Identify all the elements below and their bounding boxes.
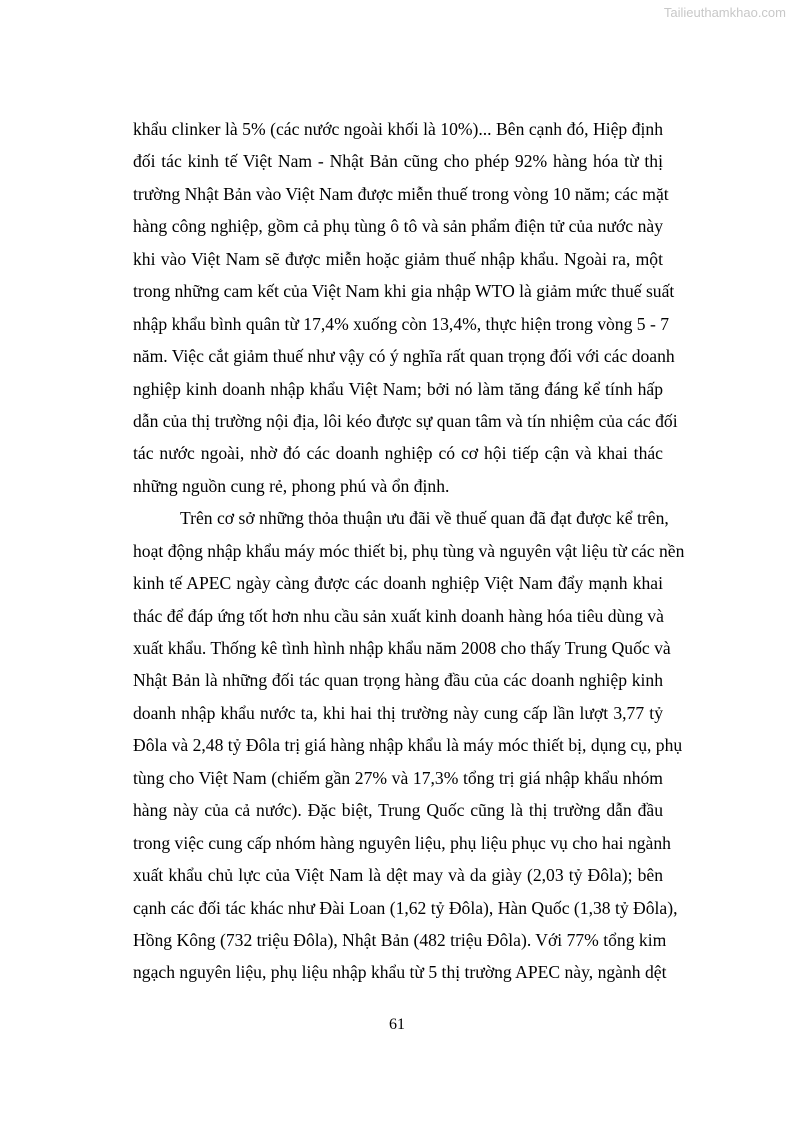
text-line: Nhật Bản là những đối tác quan trọng hàng đầu của các doanh nghiệp kinh: [133, 670, 663, 691]
text-line: ngạch nguyên liệu, phụ liệu nhập khẩu từ 5 thị trường APEC này, ngành dệt: [133, 962, 667, 983]
text-line: dẫn của thị trường nội địa, lôi kéo được sự quan tâm và tín nhiệm của các đối: [133, 410, 678, 431]
text-line: năm. Việc cắt giảm thuế như vậy có ý nghĩa rất quan trọng đối với các doanh: [133, 346, 675, 367]
text-line: khi vào Việt Nam sẽ được miễn hoặc giảm thuế nhập khẩu. Ngoài ra, một: [133, 248, 663, 269]
text-line: Trên cơ sở những thỏa thuận ưu đãi về thuế quan đã đạt được kể trên,: [180, 508, 669, 529]
text-line: trường Nhật Bản vào Việt Nam được miễn thuế trong vòng 10 năm; các mặt: [133, 183, 669, 204]
text-line: trong những cam kết của Việt Nam khi gia nhập WTO là giảm mức thuế suất: [133, 281, 675, 302]
text-line: nghiệp kinh doanh nhập khẩu Việt Nam; bởi nó làm tăng đáng kể tính hấp: [133, 378, 663, 399]
text-line: hàng công nghiệp, gồm cả phụ tùng ô tô và sản phẩm điện tử của nước này: [133, 216, 663, 237]
page-number: 61: [389, 1016, 405, 1033]
text-line: những nguồn cung rẻ, phong phú và ổn định.: [133, 475, 450, 496]
text-line: doanh nhập khẩu nước ta, khi hai thị trường này cung cấp lần lượt 3,77 tỷ: [133, 702, 663, 723]
text-line: tác nước ngoài, nhờ đó các doanh nghiệp có cơ hội tiếp cận và khai thác: [133, 443, 663, 464]
text-line: đối tác kinh tế Việt Nam - Nhật Bản cũng cho phép 92% hàng hóa từ thị: [133, 151, 663, 172]
watermark: Tailieuthamkhao.com: [663, 5, 786, 20]
text-line: hoạt động nhập khẩu máy móc thiết bị, phụ tùng và nguyên vật liệu từ các nền: [133, 540, 685, 561]
text-line: trong việc cung cấp nhóm hàng nguyên liệu, phụ liệu phục vụ cho hai ngành: [133, 832, 671, 853]
text-line: tùng cho Việt Nam (chiếm gần 27% và 17,3% tổng trị giá nhập khẩu nhóm: [133, 767, 663, 788]
text-line: Đôla và 2,48 tỷ Đôla trị giá hàng nhập khẩu là máy móc thiết bị, dụng cụ, phụ: [133, 735, 683, 756]
text-line: xuất khẩu chủ lực của Việt Nam là dệt may và da giày (2,03 tỷ Đôla); bên: [133, 865, 663, 886]
text-line: hàng này của cả nước). Đặc biệt, Trung Quốc cũng là thị trường dẫn đầu: [133, 800, 663, 821]
text-line: nhập khẩu bình quân từ 17,4% xuống còn 13,4%, thực hiện trong vòng 5 - 7: [133, 313, 670, 334]
text-line: cạnh các đối tác khác như Đài Loan (1,62 tỷ Đôla), Hàn Quốc (1,38 tỷ Đôla),: [133, 897, 678, 918]
text-line: khẩu clinker là 5% (các nước ngoài khối là 10%)... Bên cạnh đó, Hiệp định: [133, 119, 663, 139]
document-body: [133, 113, 685, 989]
text-line: kinh tế APEC ngày càng được các doanh nghiệp Việt Nam đẩy mạnh khai: [133, 573, 663, 594]
text-line: Hồng Kông (732 triệu Đôla), Nhật Bản (482 triệu Đôla). Với 77% tổng kim: [133, 929, 667, 950]
text-line: xuất khẩu. Thống kê tình hình nhập khẩu năm 2008 cho thấy Trung Quốc và: [133, 638, 671, 658]
text-line: thác để đáp ứng tốt hơn nhu cầu sản xuất kinh doanh hàng hóa tiêu dùng và: [133, 605, 664, 626]
